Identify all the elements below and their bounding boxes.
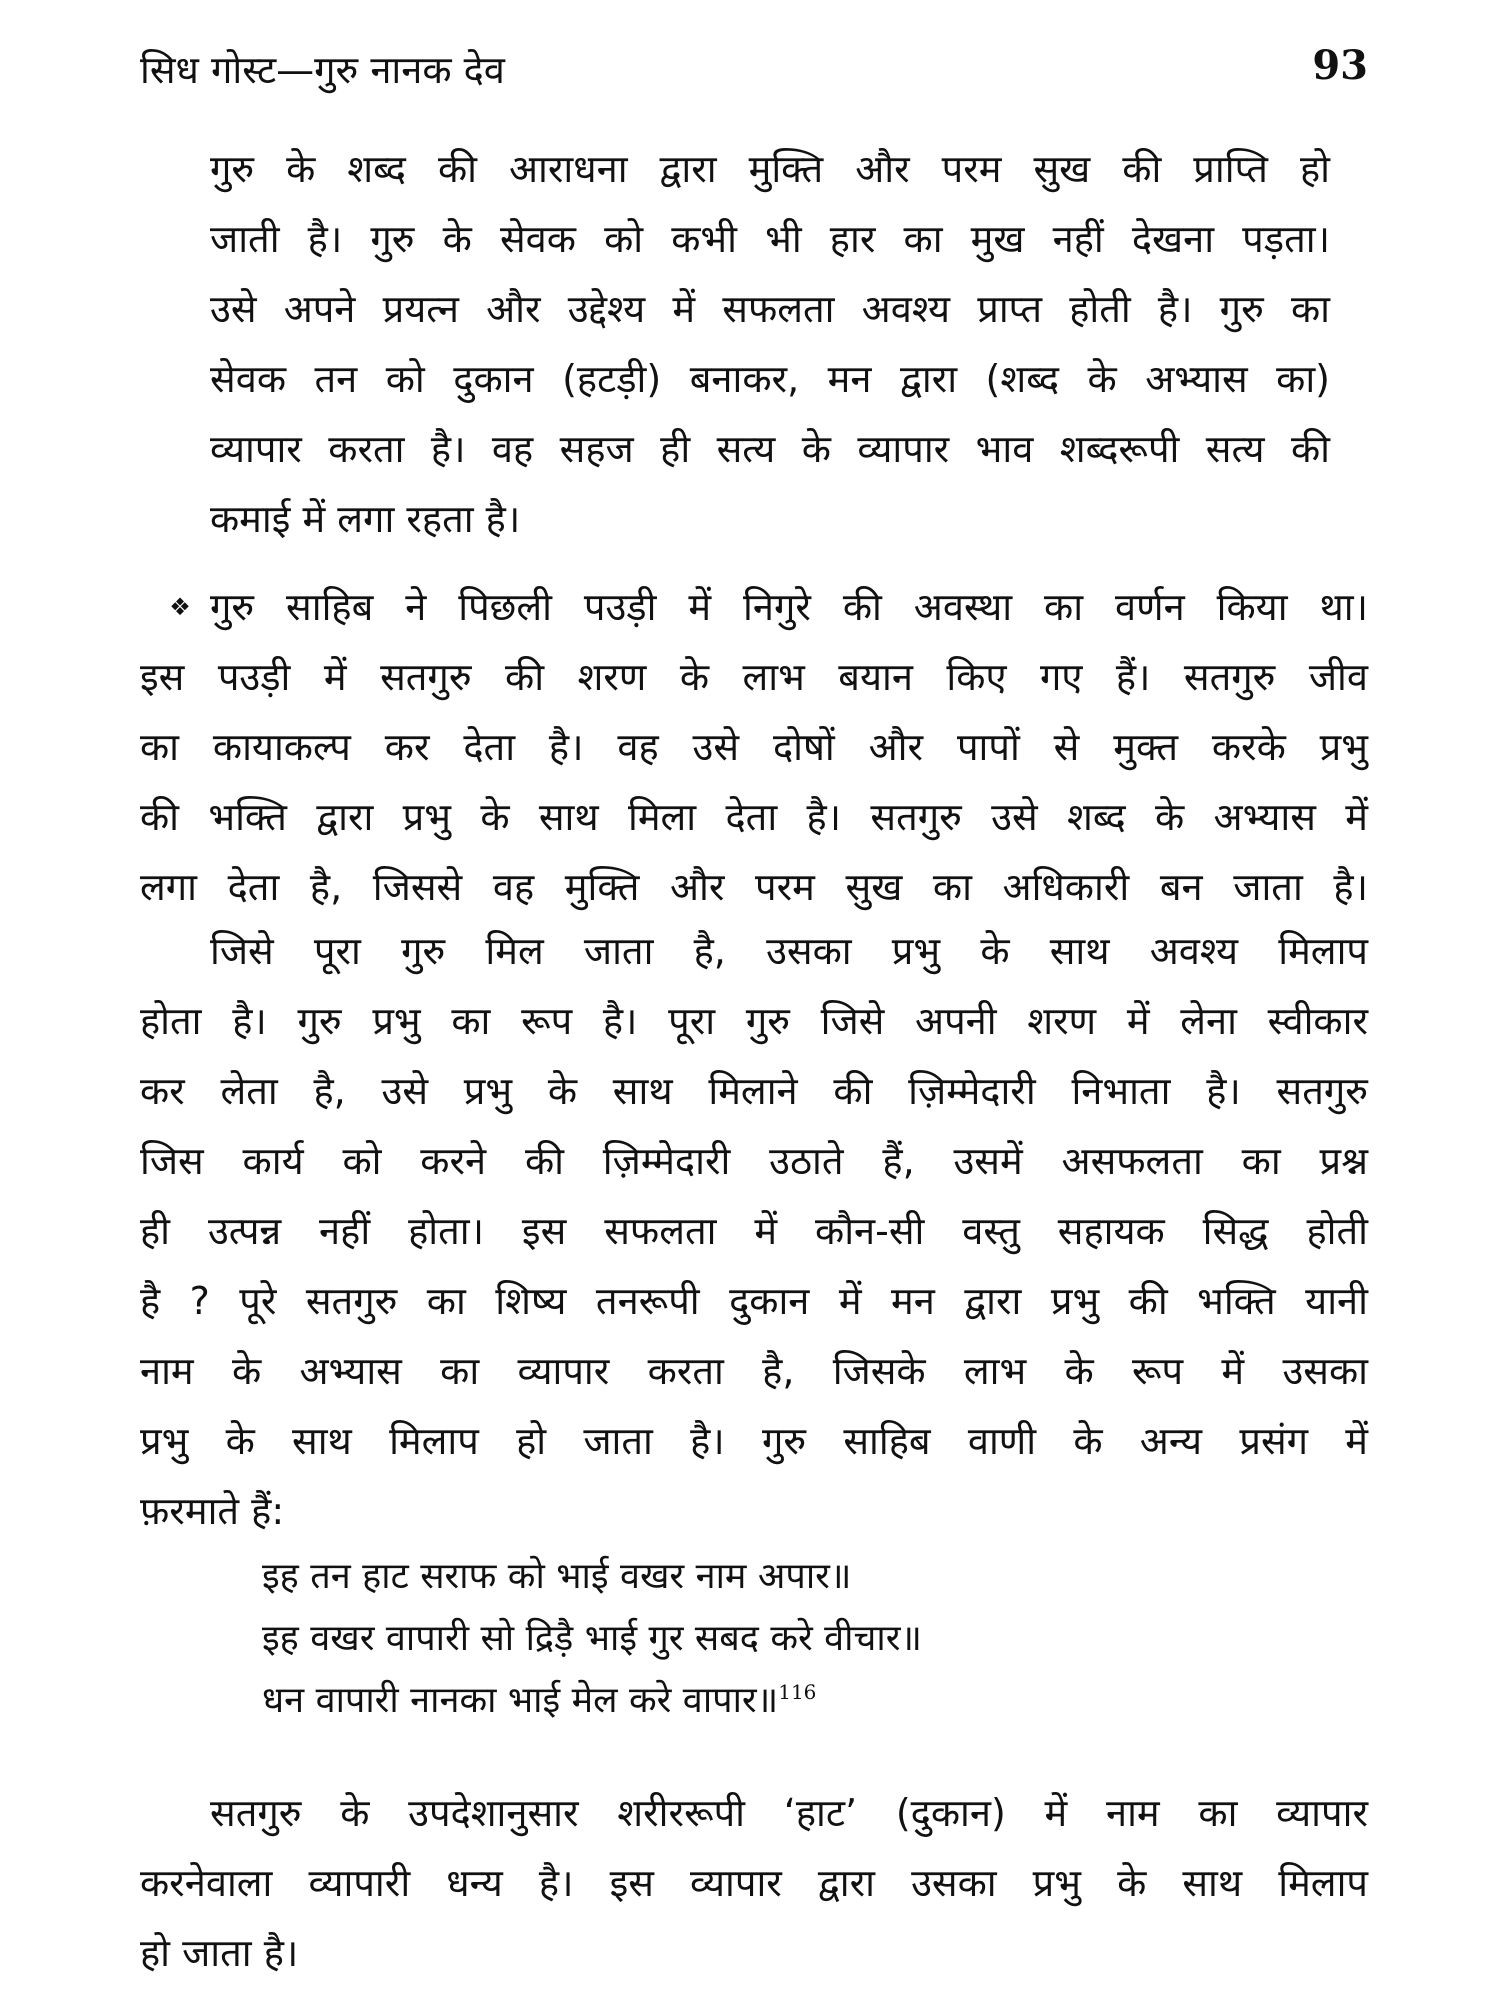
paragraph-line: व्यापार करता है। वह सहज ही सत्य के व्यापार भाव शब्दरूपी सत्य की <box>210 427 1330 471</box>
paragraph-line: सेवक तन को दुकान (हटड़ी) बनाकर, मन द्वारा (शब्द के अभ्यास का) <box>210 357 1330 401</box>
paragraph-line: नाम के अभ्यास का व्यापार करता है, जिसके लाभ के रूप में उसका <box>140 1349 1368 1393</box>
paragraph-line: का कायाकल्प कर देता है। वह उसे दोषों और पापों से मुक्त करके प्रभु <box>140 725 1368 769</box>
header-title: सिध गोस्ट—गुरु नानक देव <box>140 48 505 92</box>
paragraph-line: गुरु के शब्द की आराधना द्वारा मुक्ति और परम सुख की प्राप्ति हो <box>210 147 1330 191</box>
paragraph-line: लगा देता है, जिससे वह मुक्ति और परम सुख का अधिकारी बन जाता है। <box>140 865 1368 909</box>
page-number: 93 <box>1312 42 1368 89</box>
paragraph-line: जिस कार्य को करने की ज़िम्मेदारी उठाते हैं, उसमें असफलता का प्रश्न <box>140 1139 1368 1183</box>
diamond-bullet-icon: ❖ <box>169 593 191 621</box>
paragraph-1 <box>210 134 1330 554</box>
running-header <box>140 40 1368 100</box>
paragraph-3 <box>140 916 1368 1546</box>
paragraph-line: करनेवाला व्यापारी धन्य है। इस व्यापार द्वारा उसका प्रभु के साथ मिलाप <box>140 1861 1368 1905</box>
verse-line: इह तन हाट सराफ को भाई वखर नाम अपार॥ <box>262 1556 852 1597</box>
verse-line-with-footnote <box>262 1670 1162 1732</box>
paragraph-line: कमाई में लगा रहता है। <box>210 497 521 541</box>
paragraph-line: फ़रमाते हैं: <box>140 1489 285 1533</box>
paragraph-line: है ? पूरे सतगुरु का शिष्य तनरूपी दुकान में मन द्वारा प्रभु की भक्ति यानी <box>140 1279 1368 1323</box>
paragraph-line: सतगुरु के उपदेशानुसार शरीररूपी ‘हाट’ (दुकान) में नाम का व्यापार <box>210 1791 1368 1835</box>
paragraph-line: जिसे पूरा गुरु मिल जाता है, उसका प्रभु के साथ अवश्य मिलाप <box>210 929 1368 973</box>
paragraph-line: प्रभु के साथ मिलाप हो जाता है। गुरु साहिब वाणी के अन्य प्रसंग में <box>140 1419 1368 1463</box>
paragraph-line: उसे अपने प्रयत्न और उद्देश्य में सफलता अवश्य प्राप्त होती है। गुरु का <box>210 287 1330 331</box>
paragraph-line: इस पउड़ी में सतगुरु की शरण के लाभ बयान किए गए हैं। सतगुरु जीव <box>140 655 1368 699</box>
verse-block <box>262 1546 1162 1732</box>
footnote-marker: 116 <box>778 1680 817 1704</box>
paragraph-line: की भक्ति द्वारा प्रभु के साथ मिला देता है। सतगुरु उसे शब्द के अभ्यास में <box>140 795 1368 839</box>
paragraph-line: गुरु साहिब ने पिछली पउड़ी में निगुरे की अवस्था का वर्णन किया था। <box>210 585 1368 629</box>
paragraph-line: जाती है। गुरु के सेवक को कभी भी हार का मुख नहीं देखना पड़ता। <box>210 217 1330 261</box>
paragraph-line: हो जाता है। <box>140 1931 299 1975</box>
bullet-line <box>140 572 1368 642</box>
paragraph-line: कर लेता है, उसे प्रभु के साथ मिलाने की ज़िम्मेदारी निभाता है। सतगुरु <box>140 1069 1368 1113</box>
verse-line: इह वखर वापारी सो द्रिड़ै भाई गुर सबद करे वीचार॥ <box>262 1618 922 1659</box>
paragraph-2 <box>140 572 1368 922</box>
paragraph-line: ही उत्पन्न नहीं होता। इस सफलता में कौन-सी वस्तु सहायक सिद्ध होती <box>140 1209 1368 1253</box>
verse-line: धन वापारी नानका भाई मेल करे वापार॥ <box>262 1680 779 1721</box>
paragraph-4 <box>140 1778 1368 1988</box>
paragraph-line: होता है। गुरु प्रभु का रूप है। पूरा गुरु जिसे अपनी शरण में लेना स्वीकार <box>140 999 1368 1043</box>
